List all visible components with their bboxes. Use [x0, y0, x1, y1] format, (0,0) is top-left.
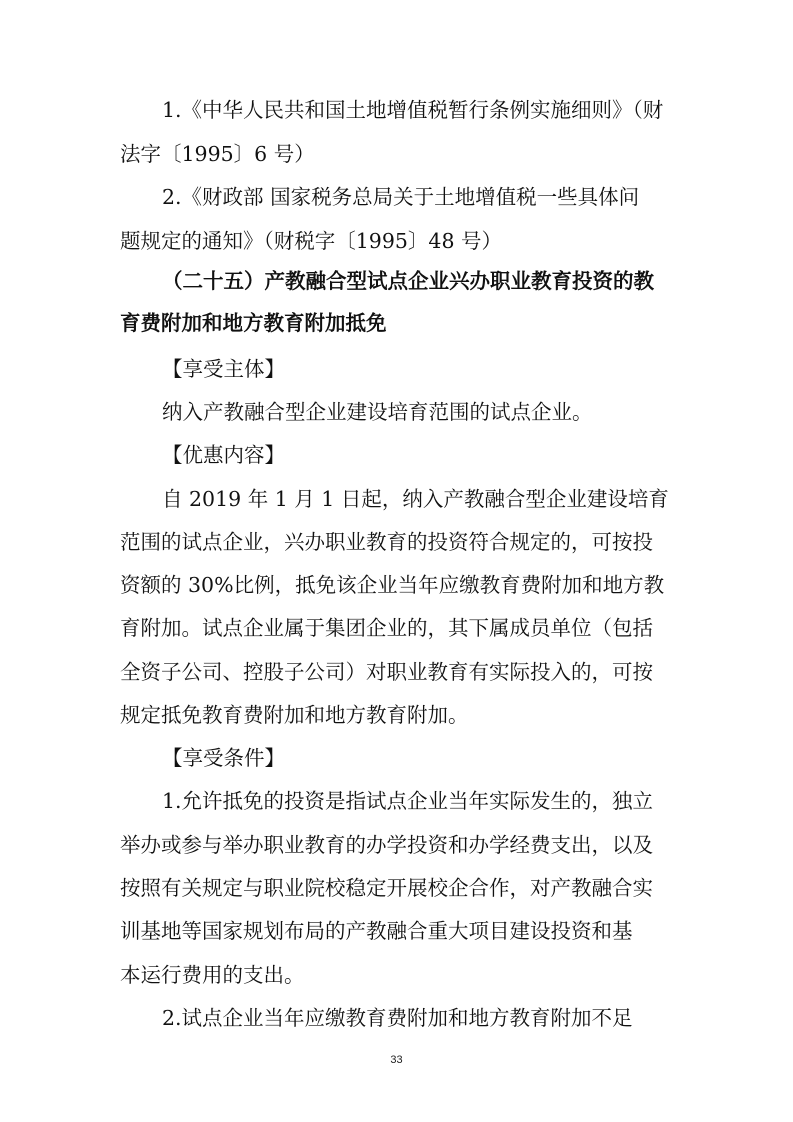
subsection-label: 【享受主体】 [162, 357, 285, 381]
text-line: 育附加。试点企业属于集团企业的，其下属成员单位（包括 [120, 616, 653, 640]
text-line: 纳入产教融合型企业建设培育范围的试点企业。 [162, 400, 593, 424]
text-line: 题规定的通知》（财税字〔1995〕48 号） [120, 229, 503, 253]
text-line: 1.允许抵免的投资是指试点企业当年实际发生的，独立 [162, 789, 654, 813]
subsection-label: 【享受条件】 [162, 746, 285, 770]
page-number: 33 [390, 1054, 403, 1066]
text-line: 全资子公司、控股子公司）对职业教育有实际投入的，可按 [120, 660, 653, 684]
text-line: 2.《财政部 国家税务总局关于土地增值税一些具体问 [162, 185, 640, 209]
section-heading: 育费附加和地方教育附加抵免 [120, 311, 387, 335]
text-line: 法字〔1995〕6 号） [120, 142, 315, 166]
text-line: 资额的 30%比例，抵免该企业当年应缴教育费附加和地方教 [120, 573, 665, 597]
text-line: 范围的试点企业，兴办职业教育的投资符合规定的，可按投 [120, 530, 653, 554]
section-heading: （二十五）产教融合型试点企业兴办职业教育投资的教 [162, 269, 654, 293]
subsection-label: 【优惠内容】 [162, 443, 285, 467]
text-line: 2.试点企业当年应缴教育费附加和地方教育附加不足 [162, 1006, 633, 1030]
text-line: 本运行费用的支出。 [120, 963, 305, 987]
text-line: 1.《中华人民共和国土地增值税暂行条例实施细则》（财 [162, 98, 664, 122]
text-line: 按照有关规定与职业院校稳定开展校企合作，对产教融合实 [120, 876, 653, 900]
text-line: 训基地等国家规划布局的产教融合重大项目建设投资和基 [120, 919, 633, 943]
text-line: 规定抵免教育费附加和地方教育附加。 [120, 703, 469, 727]
text-line: 自 2019 年 1 月 1 日起，纳入产教融合型企业建设培育 [162, 487, 669, 511]
text-line: 举办或参与举办职业教育的办学投资和办学经费支出，以及 [120, 833, 653, 857]
